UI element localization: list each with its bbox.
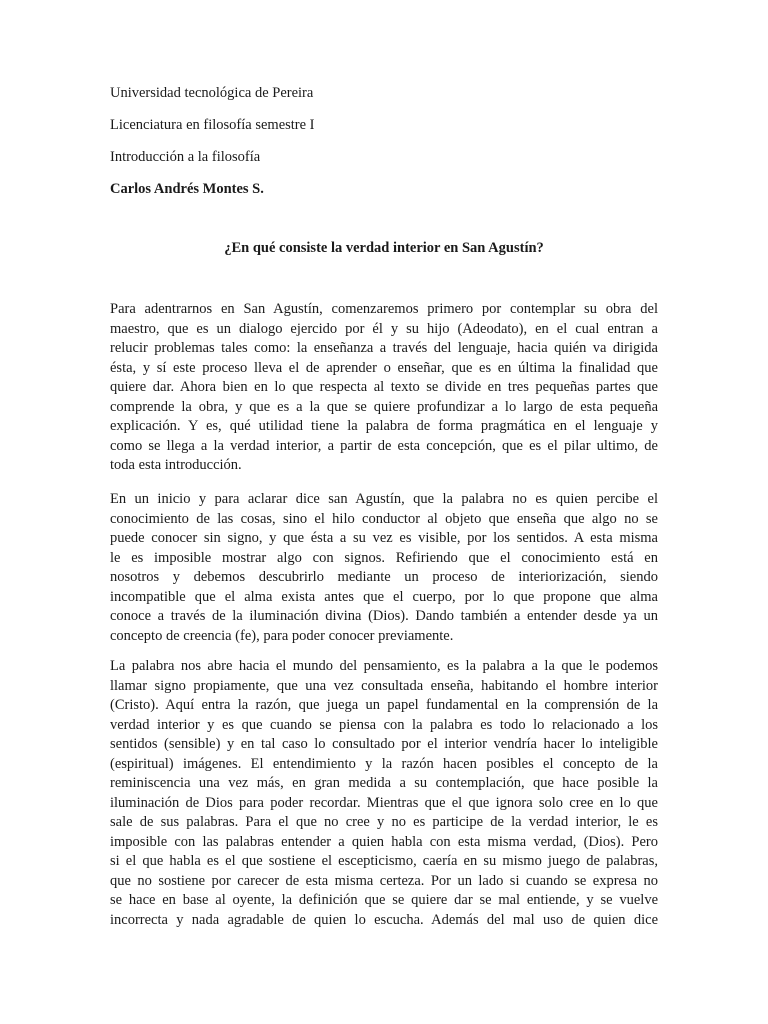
paragraph-line: concepto de creencia (fe), para poder conocer previamente. [110, 627, 454, 644]
program-name: Licenciatura en filosofía semestre I [110, 117, 315, 133]
paragraph-line: toda esta introducción. [110, 457, 242, 473]
paragraph-line: incorrecta y nada agradable de quien lo escucha. Además del mal uso de quien dice [110, 911, 658, 928]
paragraph-line: Para adentrarnos en San Agustín, comenzaremos primero por contemplar su obra del [110, 301, 658, 317]
paragraph-line: se hace en base al oyente, la definición que se quiere dar se mal entiende, y se vuelve [110, 892, 658, 908]
paragraph-line: puede conocer sin signo, y que ésta a su vez es visible, por los sentidos. A esta misma [110, 530, 658, 546]
paragraph-line: explicación. Y es, qué utilidad tiene la palabra de forma pragmática en el lenguaje y [110, 418, 658, 434]
paragraph-line: nosotros y debemos descubrirlo mediante un proceso de interiorización, siendo [110, 569, 658, 585]
paragraph-line: como se llega a la verdad interior, a partir de esta concepción, que es el pilar ultimo, de [110, 437, 658, 454]
paragraph-2 [110, 490, 658, 646]
paragraph-line: (Cristo). Aquí entra la razón, que juega un papel fundamental en la comprensión de la [110, 697, 658, 713]
paragraph-line: ésta, y sí este proceso lleva el de aprender o enseñar, que es en última la finalidad que [110, 359, 658, 376]
paragraph-line: reminiscencia una vez más, en gran medida a su contemplación, que hace posible la [110, 775, 658, 791]
paragraph-line: que no sostiene por carecer de esta misma certeza. Por un lado si cuando se expresa no [110, 872, 658, 889]
paragraph-line: incompatible que el alma exista antes que el cuerpo, por lo que propone que alma [110, 588, 658, 605]
paragraph-line: conoce a través de la iluminación divina (Dios). Dando también a entender desde ya un [110, 608, 658, 624]
course-name: Introducción a la filosofía [110, 149, 261, 165]
paragraph-line: (espiritual) imágenes. El entendimiento y la razón hacen posibles el concepto de la [110, 755, 658, 772]
paragraph-line: verdad interior y es que cuando se piensa con la palabra es todo lo relacionado a los [110, 716, 658, 733]
paragraph-line: iluminación de Dios para poder recordar. Mientras que el que ignora solo cree en lo que [110, 794, 658, 811]
document-page [110, 84, 658, 928]
paragraph-line: imposible con las palabras entender a quien habla con esta misma verdad, (Dios). Pero [110, 833, 658, 850]
paragraph-1 [110, 300, 658, 476]
paragraph-line: En un inicio y para aclarar dice san Agustín, que la palabra no es quien percibe el [110, 491, 658, 507]
paragraph-line: quiere dar. Ahora bien en lo que respecta al texto se divide en tres pequeñas partes que [110, 379, 658, 395]
paragraph-line: relucir problemas tales como: la enseñanza a través del lenguaje, hacia quién va dirigida [110, 340, 658, 356]
essay-title: ¿En qué consiste la verdad interior en San Agustín? [224, 240, 544, 256]
paragraph-line: comprende la obra, y que es a la que se quiere profundizar a lo largo de esta pequeña [110, 398, 658, 415]
paragraph-3 [110, 657, 658, 930]
university-name: Universidad tecnológica de Pereira [110, 85, 314, 101]
paragraph-line: conocimiento de las cosas, sino el hilo conductor al objeto que enseña que algo no se [110, 510, 658, 527]
paragraph-line: si el que habla es el que sostiene el escepticismo, caería en su mismo juego de palabras, [110, 853, 658, 869]
paragraph-line: La palabra nos abre hacia el mundo del pensamiento, es la palabra a la que le podemos [110, 658, 658, 674]
author-name: Carlos Andrés Montes S. [110, 181, 264, 197]
paragraph-line: sentidos (sensible) y en tal caso lo consultado por el interior vendría hacer lo inteligible [110, 736, 658, 752]
paragraph-line: sale de sus palabras. Para el que no cree y no es participe de la verdad interior, le es [110, 814, 658, 830]
paragraph-line: llamar signo propiamente, que una vez consultada enseña, habitando el hombre interior [110, 677, 658, 694]
paragraph-line: maestro, que es un dialogo ejercido por él y su hijo (Adeodato), en el cual entran a [110, 320, 658, 337]
paragraph-line: le es imposible mostrar algo con signos. Refiriendo que el conocimiento está en [110, 549, 658, 566]
